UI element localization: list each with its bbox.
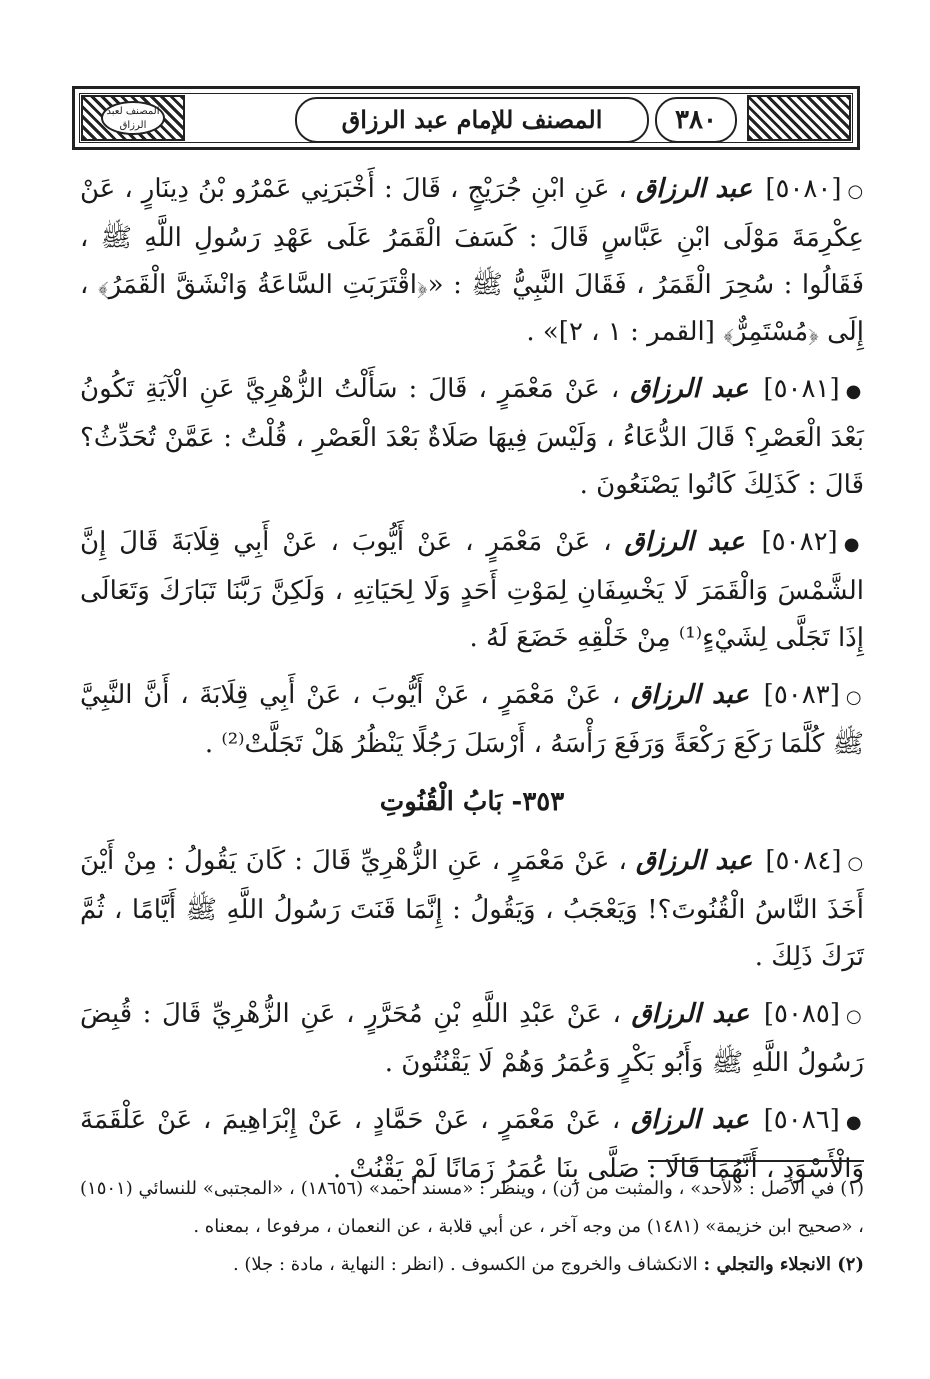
page-number: ٣٨٠ [655,97,737,143]
hadith-text: ، عَنْ مَعْمَرٍ ، عَنْ أَيُّوبَ ، عَنْ أَبِي قِلَابَةَ ، أَنَّ النَّبِيَّ ﷺ كُلَّمَا رَكَعَ رَكْعَةً وَرَفَعَ رَأْسَهُ ، أَرْسَلَ رَجُلًا يَنْظُرُ هَلْ تَجَلَّتْ⁽²⁾ . [80,680,864,759]
hadith-number: [٥٠٨٥] [763,999,840,1029]
hadith-paragraph [80,166,864,356]
hadith-text: ، عَنْ عَبْدِ اللَّهِ بْنِ مُحَرَّرٍ ، عَنِ الزُّهْرِيِّ قَالَ : قُبِضَ رَسُولُ اللَّهِ ﷺ وَأَبُو بَكْرٍ وَعُمَرُ وَهُمْ لَا يَقْنُتُونَ . [80,999,864,1078]
footnote-2 [80,1246,864,1284]
hadith-author: عبد الرزاق [624,527,745,557]
footnote-label: (٢) الانجلاء والتجلي : [703,1254,864,1275]
header-ornament-right [747,95,851,141]
hadith-text: ، عَنِ ابْنِ جُرَيْجٍ ، قَالَ : أَخْبَرَنِي عَمْرُو بْنُ دِينَارٍ ، عَنْ عِكْرِمَةَ مَوْلَى ابْنِ عَبَّاسٍ قَالَ : كَسَفَ الْقَمَرُ عَلَى عَهْدِ رَسُولِ اللَّهِ ﷺ ، فَقَالُوا : سُحِرَ الْقَمَرُ ، فَقَالَ النَّبِيُّ ﷺ : «﴿اقْتَرَبَتِ السَّاعَةُ وَانْشَقَّ الْقَمَرُ﴾ ، إِلَى ﴿مُسْتَمِرٌّ﴾ [القمر : ١ ، ٢]» . [80,174,864,347]
page-header [72,86,860,150]
section-heading: ٣٥٣- بَابُ الْقُنُوتِ [379,787,565,817]
hadith-number: [٥٠٨٦] [763,1105,840,1135]
hadith-marker: ○ [847,181,864,202]
hadith-number: [٥٠٨٤] [765,846,842,876]
header-title: المصنف للإمام عبد الرزاق [295,97,649,143]
hadith-paragraph [80,519,864,662]
hadith-paragraph [80,672,864,768]
hadith-text: ، عَنْ مَعْمَرٍ ، عَنِ الزُّهْرِيِّ قَالَ : كَانَ يَقُولُ : مِنْ أَيْنَ أَخَذَ النَّاسُ الْقُنُوتَ؟! وَيَعْجَبُ ، وَيَقُولُ : إِنَّمَا قَنَتَ رَسُولُ اللَّهِ ﷺ أَيَّامًا ، ثُمَّ تَرَكَ ذَلِكَ . [80,846,864,972]
hadith-number: [٥٠٨٠] [765,174,842,204]
hadith-text: ، عَنْ مَعْمَرٍ ، عَنْ أَيُّوبَ ، عَنْ أَبِي قِلَابَةَ قَالَ إِنَّ الشَّمْسَ وَالْقَمَرَ لَا يَخْسِفَانِ لِمَوْتِ أَحَدٍ وَلَا لِحَيَاتِهِ ، وَلَكِنَّ رَبَّنَا تَبَارَكَ وَتَعَالَى إِذَا تَجَلَّى لِشَيْءٍ⁽¹⁾ مِنْ خَلْقِهِ خَضَعَ لَهُ . [80,527,864,653]
header-ornament-left [81,95,185,141]
main-text [80,166,864,1203]
hadith-author: عبد الرزاق [631,999,750,1029]
hadith-paragraph [80,991,864,1087]
footnotes [80,1170,864,1284]
footnote-divider [648,1160,864,1162]
hadith-author: عبد الرزاق [630,1105,749,1135]
hadith-number: [٥٠٨١] [763,374,840,404]
footnote-text: الانكشاف والخروج من الكسوف . (انظر : النهاية ، مادة : جلا) . [232,1254,698,1275]
footnote-text: (١) في الأصل : «لأحد» ، والمثبت من (ن) ، وينظر : «مسند أحمد» (١٨٦٥٦) ، «المجتبى» للنسائي (١٥٠١) ، «صحيح ابن خزيمة» (١٤٨١) من وجه آخر ، عن أبي قلابة ، عن النعمان ، مرفوعا ، بمعناه . [80,1178,864,1237]
hadith-paragraph [80,838,864,981]
hadith-author: عبد الرزاق [636,174,753,204]
hadith-marker: ○ [847,853,864,874]
hadith-author: عبد الرزاق [635,846,753,876]
hadith-number: [٥٠٨٢] [761,527,838,557]
hadith-marker: ○ [846,1006,864,1027]
hadith-marker: ● [845,1112,864,1133]
hadith-author: عبد الرزاق [630,374,749,404]
ornament-medallion-text: المصنف لعبد الرزاق [101,101,165,135]
hadith-marker: ○ [845,687,864,708]
hadith-marker: ● [845,381,864,402]
hadith-text: ، عَنْ مَعْمَرٍ ، عَنْ حَمَّادٍ ، عَنْ إِبْرَاهِيمَ ، عَنْ عَلْقَمَةَ وَالْأَسْوَدِ ، أَنَّهُمَا قَالَا : صَلَّى بِنَا عُمَرُ زَمَانًا لَمْ يَقْنُتْ . [80,1105,864,1184]
hadith-author: عبد الرزاق [631,680,749,710]
hadith-number: [٥٠٨٣] [763,680,840,710]
hadith-text: ، عَنْ مَعْمَرٍ ، قَالَ : سَأَلْتُ الزُّهْرِيَّ عَنِ الْآيَةِ تَكُونُ بَعْدَ الْعَصْرِ؟ قَالَ الدُّعَاءُ ، وَلَيْسَ فِيهَا صَلَاةٌ بَعْدَ الْعَصْرِ ، قُلْتُ : عَمَّنْ تُحَدِّثُ؟ قَالَ : كَذَلِكَ كَانُوا يَصْنَعُونَ . [80,374,864,500]
hadith-paragraph [80,366,864,509]
footnote-1 [80,1170,864,1246]
hadith-marker: ● [843,534,864,555]
